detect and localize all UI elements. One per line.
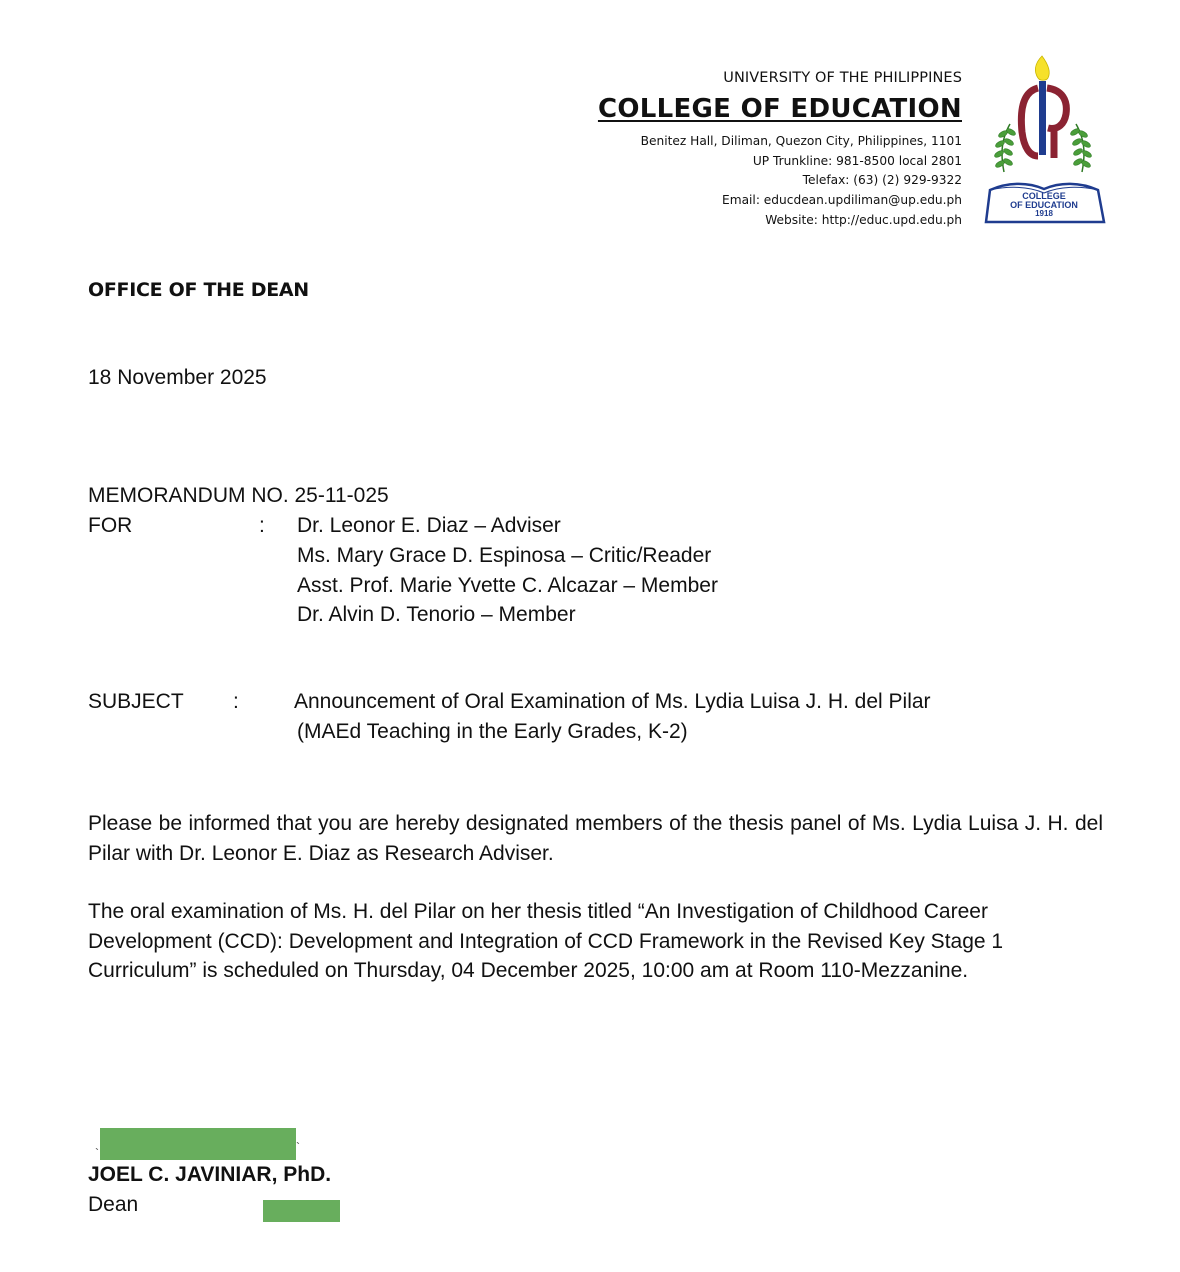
recipient: Ms. Mary Grace D. Espinosa – Critic/Reader [297,544,712,567]
letter-u [1021,88,1038,156]
subject-line-1: Announcement of Oral Examination of Ms. Lydia Luisa J. H. del Pilar [294,690,931,713]
college-name: COLLEGE OF EDUCATION [597,94,962,124]
signature-redaction [100,1128,296,1160]
memo-date: 18 November 2025 [88,366,267,389]
logo-text-line2: OF EDUCATION [1010,200,1078,210]
for-colon: : [259,514,265,537]
subject-label: SUBJECT [88,690,184,713]
signature-mark: ` [296,1140,300,1154]
website: Website: http://educ.upd.edu.ph [765,213,962,227]
logo-text-line3: 1918 [1035,209,1053,218]
signature-mark: ` [95,1146,99,1160]
left-laurel-icon [993,124,1016,172]
body-paragraph-1: Please be informed that you are hereby designated members of the thesis panel of Ms. Lydia Luisa J. H. del Pilar with Dr. Leonor E. Diaz as Research Adviser. [88,812,1103,865]
address: Benitez Hall, Diliman, Quezon City, Philippines, 1101 [640,134,962,148]
redaction-box [263,1200,340,1222]
office-heading: OFFICE OF THE DEAN [88,279,309,301]
email: Email: educdean.updiliman@up.edu.ph [722,193,962,207]
university-name: UNIVERSITY OF THE PHILIPPINES [723,70,962,86]
logo-text-line1: COLLEGE [1022,191,1066,201]
flame-icon [1035,56,1049,80]
recipient: Asst. Prof. Marie Yvette C. Alcazar – Member [297,574,718,597]
trunkline: UP Trunkline: 981-8500 local 2801 [752,154,962,168]
subject-line-2: (MAEd Teaching in the Early Grades, K-2) [297,720,688,743]
signer-name: JOEL C. JAVINIAR, PhD. [88,1163,332,1186]
candle-stem [1039,81,1046,155]
right-laurel-icon [1069,124,1092,172]
for-label: FOR [88,514,133,537]
recipient: Dr. Leonor E. Diaz – Adviser [297,514,561,537]
memo-number: MEMORANDUM NO. 25-11-025 [88,484,389,507]
signer-title: Dean [88,1193,139,1216]
body-paragraph-2: The oral examination of Ms. H. del Pilar on her thesis titled “An Investigation of Childhood Career Development (CCD): Development and Integration of CCD Framework in the Revised Key Stage 1 Curriculum” is scheduled on Thursday, 04 December 2025, 10:00 am at Room 110-Mezzanine. [88,900,1004,982]
telefax: Telefax: (63) (2) 929-9322 [802,173,962,187]
up-college-of-education-seal-icon [978,52,1110,226]
subject-colon: : [233,690,239,713]
letter-p [1047,88,1066,158]
recipient: Dr. Alvin D. Tenorio – Member [297,603,576,626]
